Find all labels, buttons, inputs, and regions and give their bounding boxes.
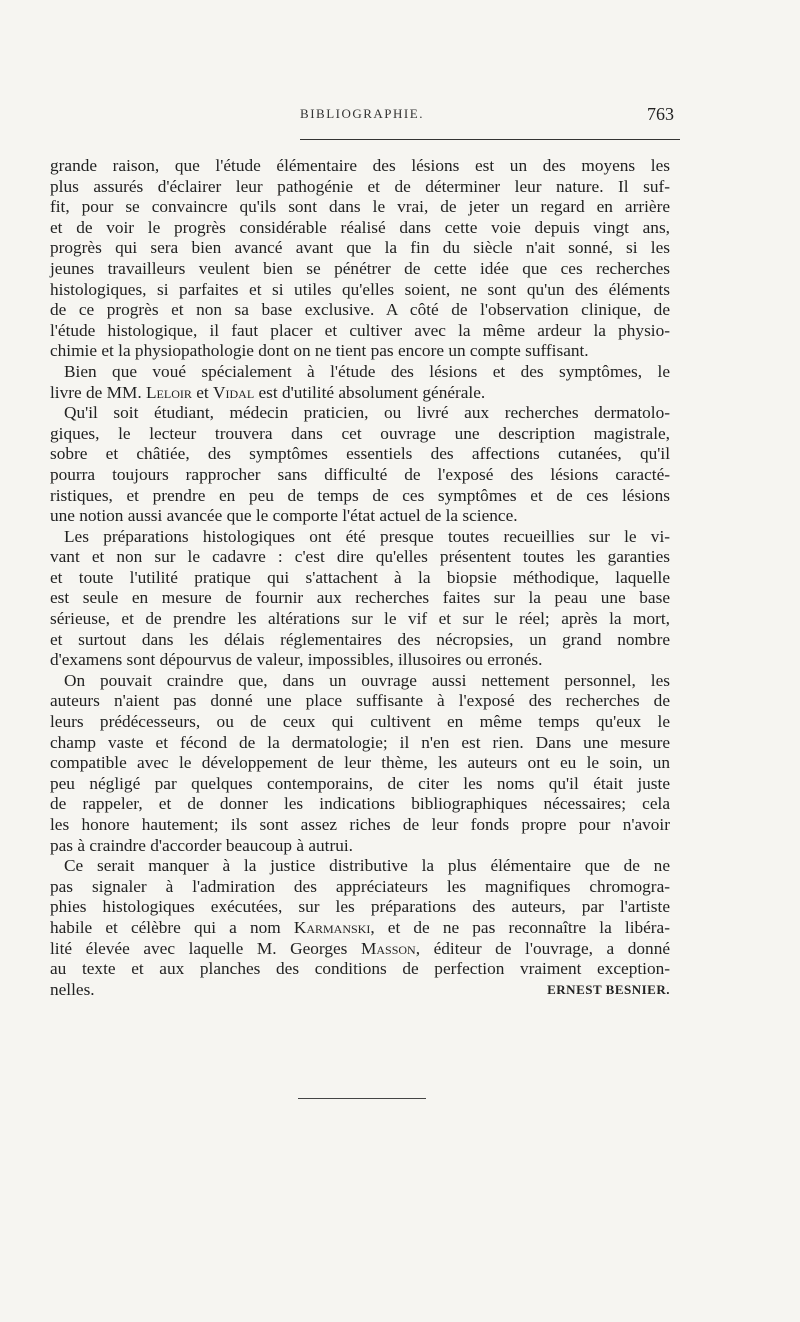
running-head <box>50 106 674 130</box>
text-line: l'étude histologique, il faut placer et cultiver avec la même ardeur la physio- <box>50 320 670 340</box>
text-run: , et de ne pas reconnaître la libéra- <box>370 917 670 937</box>
text-line: au texte et aux planches des conditions de perfection vraiment exception- <box>50 959 670 979</box>
text-line: Les préparations histologiques ont été presque toutes recueillies sur le vi- <box>64 526 670 546</box>
text-line: les honore hautement; ils sont assez riches de leur fonds propre pour n'avoir <box>50 815 670 834</box>
text-line: fit, pour se convaincre qu'ils sont dans le vrai, de jeter un regard en arrière <box>50 197 670 217</box>
author-name-leloir: Leloir <box>146 382 192 402</box>
text-run: nelles. <box>50 979 95 999</box>
text-line: pas signaler à l'admiration des appréciateurs les magnifiques chromogra- <box>50 876 670 896</box>
text-line <box>50 939 670 960</box>
text-run: livre de MM. <box>50 382 146 402</box>
text-line: et surtout dans les délais réglementaires des nécropsies, un grand nombre <box>50 629 670 649</box>
text-run: habile et célèbre qui a nom <box>50 917 294 937</box>
text-line: pourra toujours rapprocher sans difficulté de l'exposé des lésions caracté- <box>50 464 670 484</box>
text-run: , éditeur de l'ouvrage, a donné <box>415 938 671 958</box>
text-line: giques, le lecteur trouvera dans cet ouvrage une description magistrale, <box>50 423 670 443</box>
text-line: et de voir le progrès considérable réalisé dans cette voie depuis vingt ans, <box>50 217 670 237</box>
text-run: et <box>191 382 214 402</box>
text-line: leurs prédécesseurs, ou de ceux qui cultivent en même temps qu'eux le <box>50 712 670 732</box>
text-line <box>50 980 670 1001</box>
text-line: vant et non sur le cadavre : c'est dire qu'elles présentent toutes les garanties <box>50 547 670 567</box>
text-line: une notion aussi avancée que le comporte l'état actuel de la science. <box>50 506 518 526</box>
body-text <box>50 156 670 1000</box>
end-rule <box>298 1098 426 1099</box>
text-line: progrès qui sera bien avancé avant que la fin du siècle n'ait sonné, si les <box>50 238 670 258</box>
page-number: 763 <box>647 104 674 124</box>
text-line: et toute l'utilité pratique qui s'attachent à la biopsie méthodique, laquelle <box>50 567 670 587</box>
text-line: peu négligé par quelques contemporains, de citer les noms qu'il était juste <box>50 773 670 793</box>
text-line: sérieuse, et de prendre les altérations sur le vif et sur le réel; après la mort, <box>50 609 670 629</box>
text-line: auteurs n'aient pas donné une place suffisante à l'exposé des recherches de <box>50 691 670 711</box>
text-run: est d'utilité absolument générale. <box>254 382 486 402</box>
text-line: plus assurés d'éclairer leur pathogénie et de déterminer leur nature. Il suf- <box>50 176 670 196</box>
text-line: grande raison, que l'étude élémentaire des lésions est un des moyens les <box>50 156 670 175</box>
text-line: Qu'il soit étudiant, médecin praticien, ou livré aux recherches dermatolo- <box>64 403 670 423</box>
text-line: de rappeler, et de donner les indications bibliographiques nécessaires; cela <box>50 794 670 814</box>
text-line: histologiques, si parfaites et si utiles qu'elles soient, ne sont qu'un des éléments <box>50 279 670 299</box>
text-line: champ vaste et fécond de la dermatologie; il n'en est rien. Dans une mesure <box>50 732 670 752</box>
text-line: chimie et la physiopathologie dont on ne tient pas encore un compte suffisant. <box>50 341 589 361</box>
text-line: de ce progrès et non sa base exclusive. A côté de l'observation clinique, de <box>50 300 670 320</box>
text-line: pas à craindre d'accorder beaucoup à autrui. <box>50 835 353 855</box>
text-line: On pouvait craindre que, dans un ouvrage aussi nettement personnel, les <box>64 670 670 690</box>
running-title: BIBLIOGRAPHIE. <box>300 106 424 121</box>
text-line: d'examens sont dépourvus de valeur, impossibles, illusoires ou erronés. <box>50 650 543 670</box>
text-line: ristiques, et prendre en peu de temps de ces symptômes et de ces lésions <box>50 485 670 505</box>
author-name-vidal: Vidal <box>213 382 255 402</box>
artist-name-karmanski: Karmanski <box>293 917 371 937</box>
publisher-name-masson: Masson <box>360 938 416 958</box>
header-rule <box>300 139 680 140</box>
text-line: compatible avec le développement de leur thème, les auteurs ont eu le soin, un <box>50 753 670 773</box>
text-line: sobre et châtiée, des symptômes essentiels des affections cutanées, qu'il <box>50 444 670 464</box>
text-line: Bien que voué spécialement à l'étude des lésions et des symptômes, le <box>64 361 670 381</box>
text-line: est seule en mesure de fournir aux recherches faites sur la peau une base <box>50 588 670 608</box>
text-line: jeunes travailleurs veulent bien se pénétrer de cette idée que ces recherches <box>50 258 670 278</box>
text-line: phies histologiques exécutées, sur les préparations des auteurs, par l'artiste <box>50 897 670 917</box>
text-line <box>50 383 670 404</box>
text-run: lité élevée avec laquelle M. Georges <box>50 938 361 958</box>
author-signature: ERNEST BESNIER. <box>547 981 670 997</box>
text-line: Ce serait manquer à la justice distributive la plus élémentaire que de ne <box>64 856 670 876</box>
text-line <box>50 918 670 939</box>
